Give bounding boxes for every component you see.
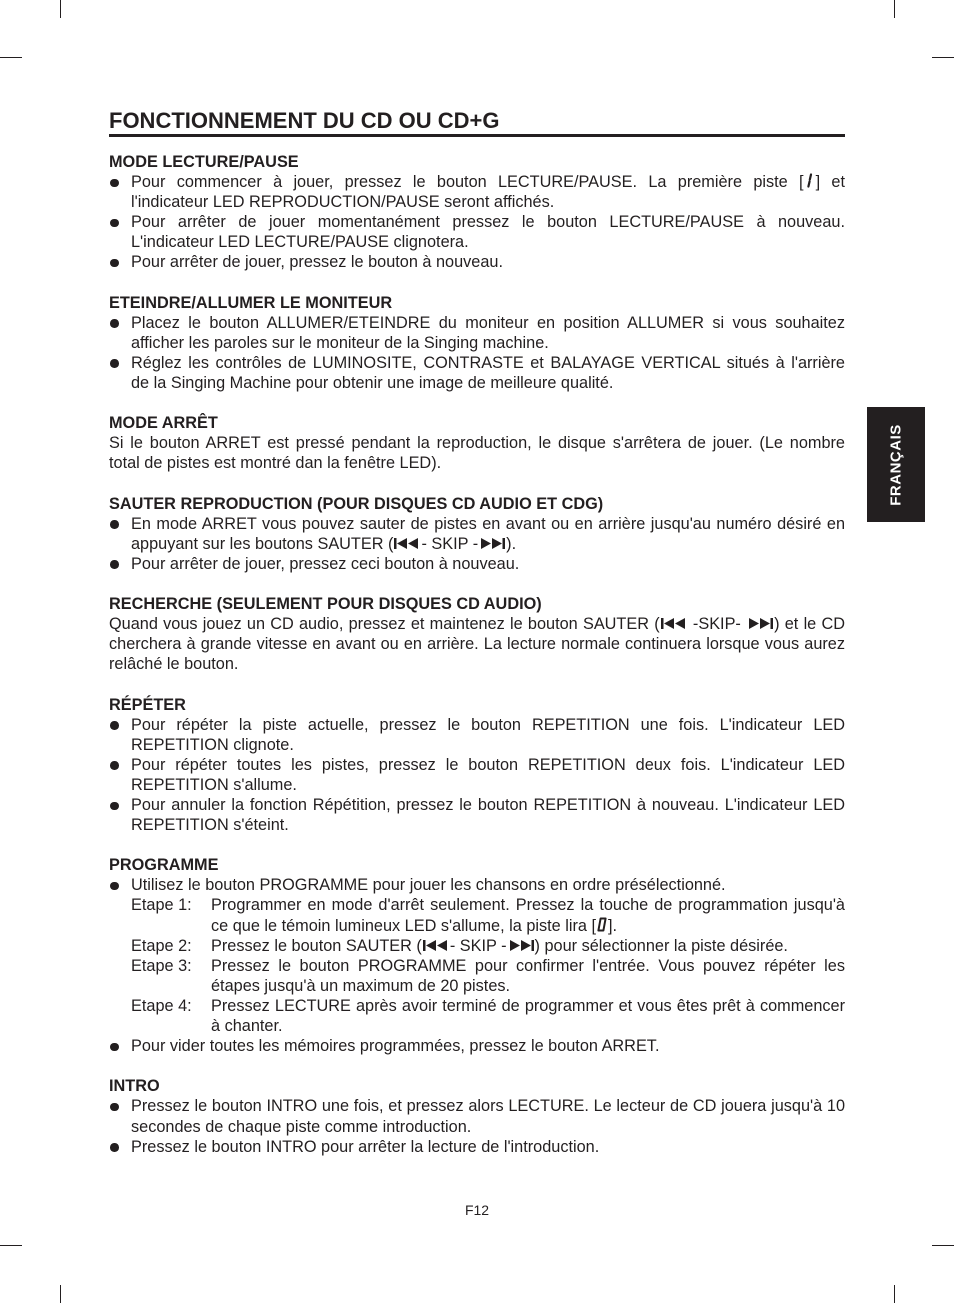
- text: - SKIP -: [421, 534, 479, 553]
- text: -SKIP-: [687, 615, 747, 634]
- list-item: Pressez le bouton INTRO pour arrêter la lecture de l'introduction.: [109, 1137, 845, 1157]
- section-search: [109, 594, 845, 674]
- skip-forward-icon: [478, 537, 506, 550]
- program-steps: [131, 895, 845, 1036]
- program-step: [131, 996, 845, 1036]
- list-item: [109, 875, 845, 1036]
- skip-forward-icon: [507, 939, 535, 952]
- skip-back-icon: [422, 939, 450, 952]
- list-item: Pour arrêter de jouer momentanément pressez le bouton LECTURE/PAUSE à nouveau. L'indicateur LED LECTURE/PAUSE clignotera.: [109, 212, 845, 252]
- section-stop: [109, 413, 845, 473]
- step-label: Etape 3:: [131, 956, 192, 975]
- list-item: Placez le bouton ALLUMER/ETEINDRE du moniteur en position ALLUMER si vous souhaitez afficher les paroles sur le moniteur de la Singing machine.: [109, 313, 845, 353]
- skip-back-icon: [393, 537, 421, 550]
- crop-mark: [60, 0, 61, 18]
- section-title: INTRO: [109, 1077, 160, 1096]
- text: Quand vous jouez un CD audio, pressez et maintenez le bouton SAUTER (: [109, 615, 660, 634]
- paragraph: Si le bouton ARRET est pressé pendant la reproduction, le disque s'arrêtera de jouer. (Le nombre total de pistes est montré dan la fenêtre LED).: [109, 434, 845, 473]
- page-title: FONCTIONNEMENT DU CD OU CD+G: [109, 108, 500, 133]
- text: ].: [608, 916, 618, 935]
- crop-mark: [894, 0, 895, 18]
- section-program: [109, 855, 845, 1056]
- text: ).: [506, 534, 517, 553]
- skip-forward-icon: [746, 617, 774, 630]
- list-item: Pour répéter la piste actuelle, pressez le bouton REPETITION une fois. L'indicateur LED REPETITION clignote.: [109, 715, 845, 755]
- step-label: Etape 4:: [131, 996, 192, 1015]
- manual-content: [109, 152, 845, 1177]
- list-item: Pour vider toutes les mémoires programmées, pressez le bouton ARRET.: [109, 1036, 845, 1056]
- list-item: [109, 172, 845, 212]
- led-digit-zero-icon: [596, 917, 608, 932]
- text: Pour commencer à jouer, pressez le bouton LECTURE/PAUSE. La première piste [: [131, 173, 804, 192]
- text: ] et l'indicateur LED REPRODUCTION/PAUSE seront affichés.: [131, 173, 845, 212]
- step-label: Etape 1:: [131, 896, 192, 915]
- crop-mark: [932, 1245, 954, 1246]
- language-tab-label: FRANÇAIS: [887, 423, 905, 506]
- title-rule: [109, 134, 845, 137]
- text: Pressez le bouton SAUTER (: [211, 936, 422, 955]
- text: Programmer en mode d'arrêt seulement. Pressez la touche de programmation jusqu'à ce que le témoin lumineux LED s'allume, la piste lira [: [211, 896, 845, 935]
- section-title: RECHERCHE (SEULEMENT POUR DISQUES CD AUDIO): [109, 595, 542, 614]
- program-step: [131, 895, 845, 935]
- list-item: Pressez le bouton INTRO une fois, et pressez alors LECTURE. Le lecteur de CD jouera jusqu'à 10 secondes de chaque piste comme introduction.: [109, 1096, 845, 1136]
- crop-mark: [932, 57, 954, 58]
- crop-mark: [60, 1285, 61, 1303]
- step-label: Etape 2:: [131, 936, 192, 955]
- section-repeat: [109, 695, 845, 836]
- section-title: SAUTER REPRODUCTION (POUR DISQUES CD AUDIO ET CDG): [109, 494, 604, 513]
- program-step: [131, 936, 845, 956]
- section-monitor: [109, 293, 845, 393]
- step-text: [211, 936, 845, 956]
- section-title: RÉPÉTER: [109, 695, 186, 714]
- section-title: MODE LECTURE/PAUSE: [109, 153, 299, 171]
- text: - SKIP -: [449, 936, 507, 955]
- paragraph: [109, 614, 845, 674]
- skip-back-icon: [660, 617, 688, 630]
- list-item: Réglez les contrôles de LUMINOSITE, CONTRASTE et BALAYAGE VERTICAL situés à l'arrière de la Singing Machine pour obtenir une image de meilleure qualité.: [109, 353, 845, 393]
- text: Utilisez le bouton PROGRAMME pour jouer les chansons en ordre présélectionné.: [131, 876, 726, 895]
- crop-mark: [0, 57, 22, 58]
- section-play-pause: [109, 152, 845, 273]
- page-number: F12: [464, 1202, 490, 1218]
- list-item: Pour arrêter de jouer, pressez le bouton à nouveau.: [109, 252, 845, 272]
- section-skip: [109, 494, 845, 574]
- section-intro: [109, 1076, 845, 1156]
- text: ) pour sélectionner la piste désirée.: [534, 936, 788, 955]
- step-text: Pressez le bouton PROGRAMME pour confirmer l'entrée. Vous pouvez répéter les étapes jusqu'à un maximum de 20 pistes.: [211, 956, 845, 995]
- crop-mark: [0, 1245, 22, 1246]
- list-item: Pour annuler la fonction Répétition, pressez le bouton REPETITION à nouveau. L'indicateur LED REPETITION s'éteint.: [109, 795, 845, 835]
- step-text: Pressez LECTURE après avoir terminé de programmer et vous êtes prêt à commencer à chanter.: [211, 996, 845, 1036]
- text: En mode ARRET vous pouvez sauter de pistes en avant ou en arrière jusqu'au numéro désiré en appuyant sur les boutons SAUTER (: [131, 514, 845, 553]
- program-step: [131, 956, 845, 996]
- list-item: Pour arrêter de jouer, pressez ceci bouton à nouveau.: [109, 554, 845, 574]
- list-item: [109, 514, 845, 554]
- step-text: [211, 895, 845, 935]
- language-tab: [867, 407, 925, 522]
- section-title: MODE ARRÊT: [109, 414, 218, 433]
- led-digit-one-icon: [804, 173, 816, 188]
- text: ) et le CD cherchera à grande vitesse en avant ou en arrière. La lecture normale continuera lorsque vous aurez relâché le bouton.: [109, 615, 845, 674]
- list-item: Pour répéter toutes les pistes, pressez le bouton REPETITION deux fois. L'indicateur LED REPETITION s'allume.: [109, 755, 845, 795]
- section-title: ETEINDRE/ALLUMER LE MONITEUR: [109, 293, 393, 312]
- crop-mark: [894, 1285, 895, 1303]
- section-title: PROGRAMME: [109, 856, 219, 875]
